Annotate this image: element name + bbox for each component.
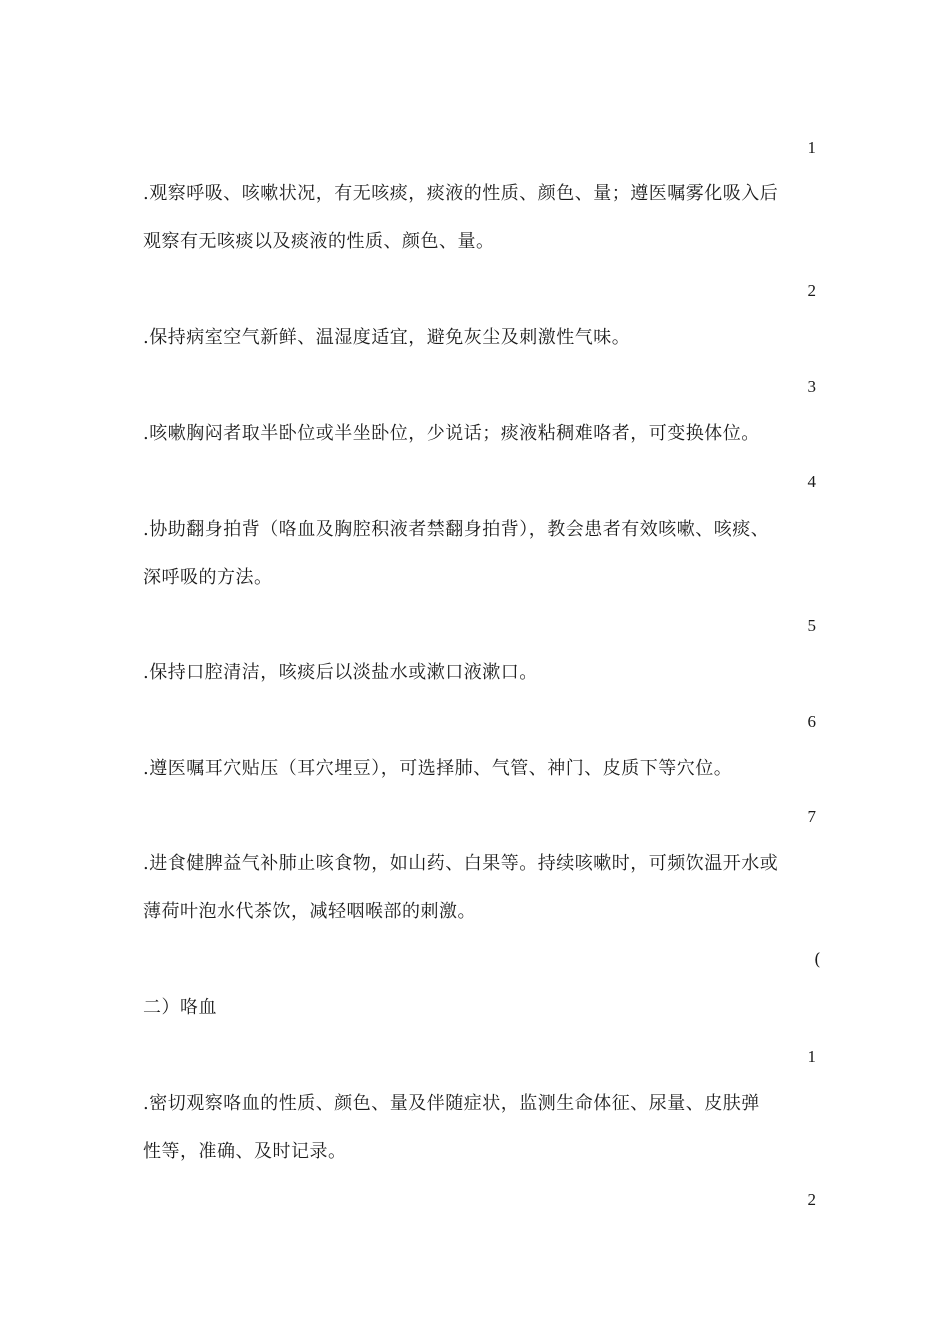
- item-text-line: .保持病室空气新鲜、温湿度适宜，避免灰尘及刺激性气味。: [143, 327, 631, 348]
- item-text-line: .咳嗽胸闷者取半卧位或半坐卧位，少说话；痰液粘稠难咯者，可变换体位。: [143, 423, 760, 444]
- item-text-line: 薄荷叶泡水代茶饮，减轻咽喉部的刺激。: [143, 901, 476, 922]
- item-number: 1: [807, 1047, 816, 1066]
- item-number: 7: [807, 807, 816, 826]
- item-text-line: .保持口腔清洁，咳痰后以淡盐水或漱口液漱口。: [143, 662, 538, 683]
- item-text-line: 性等，准确、及时记录。: [143, 1141, 347, 1162]
- item-number: 4: [807, 472, 816, 491]
- section-paren: (: [814, 950, 821, 970]
- item-text-line: .协助翻身拍背（咯血及胸腔积液者禁翻身拍背），教会患者有效咳嗽、咳痰、: [143, 519, 770, 540]
- item-number: 3: [807, 377, 816, 396]
- item-text-line: 观察有无咳痰以及痰液的性质、颜色、量。: [143, 231, 495, 252]
- item-number: 5: [807, 616, 816, 635]
- item-number: 1: [807, 138, 816, 157]
- item-text-line: 深呼吸的方法。: [143, 567, 273, 588]
- item-text-line: .观察呼吸、咳嗽状况，有无咳痰，痰液的性质、颜色、量；遵医嘱雾化吸入后: [143, 183, 779, 204]
- item-number: 2: [807, 281, 816, 300]
- item-number: 6: [807, 712, 816, 731]
- item-text-line: .进食健脾益气补肺止咳食物，如山药、白果等。持续咳嗽时，可频饮温开水或: [143, 853, 779, 874]
- section-heading: 二）咯血: [143, 997, 217, 1018]
- item-text-line: .遵医嘱耳穴贴压（耳穴埋豆），可选择肺、气管、神门、皮质下等穴位。: [143, 758, 733, 779]
- item-text-line: .密切观察咯血的性质、颜色、量及伴随症状，监测生命体征、尿量、皮肤弹: [143, 1093, 760, 1114]
- item-number: 2: [807, 1190, 816, 1209]
